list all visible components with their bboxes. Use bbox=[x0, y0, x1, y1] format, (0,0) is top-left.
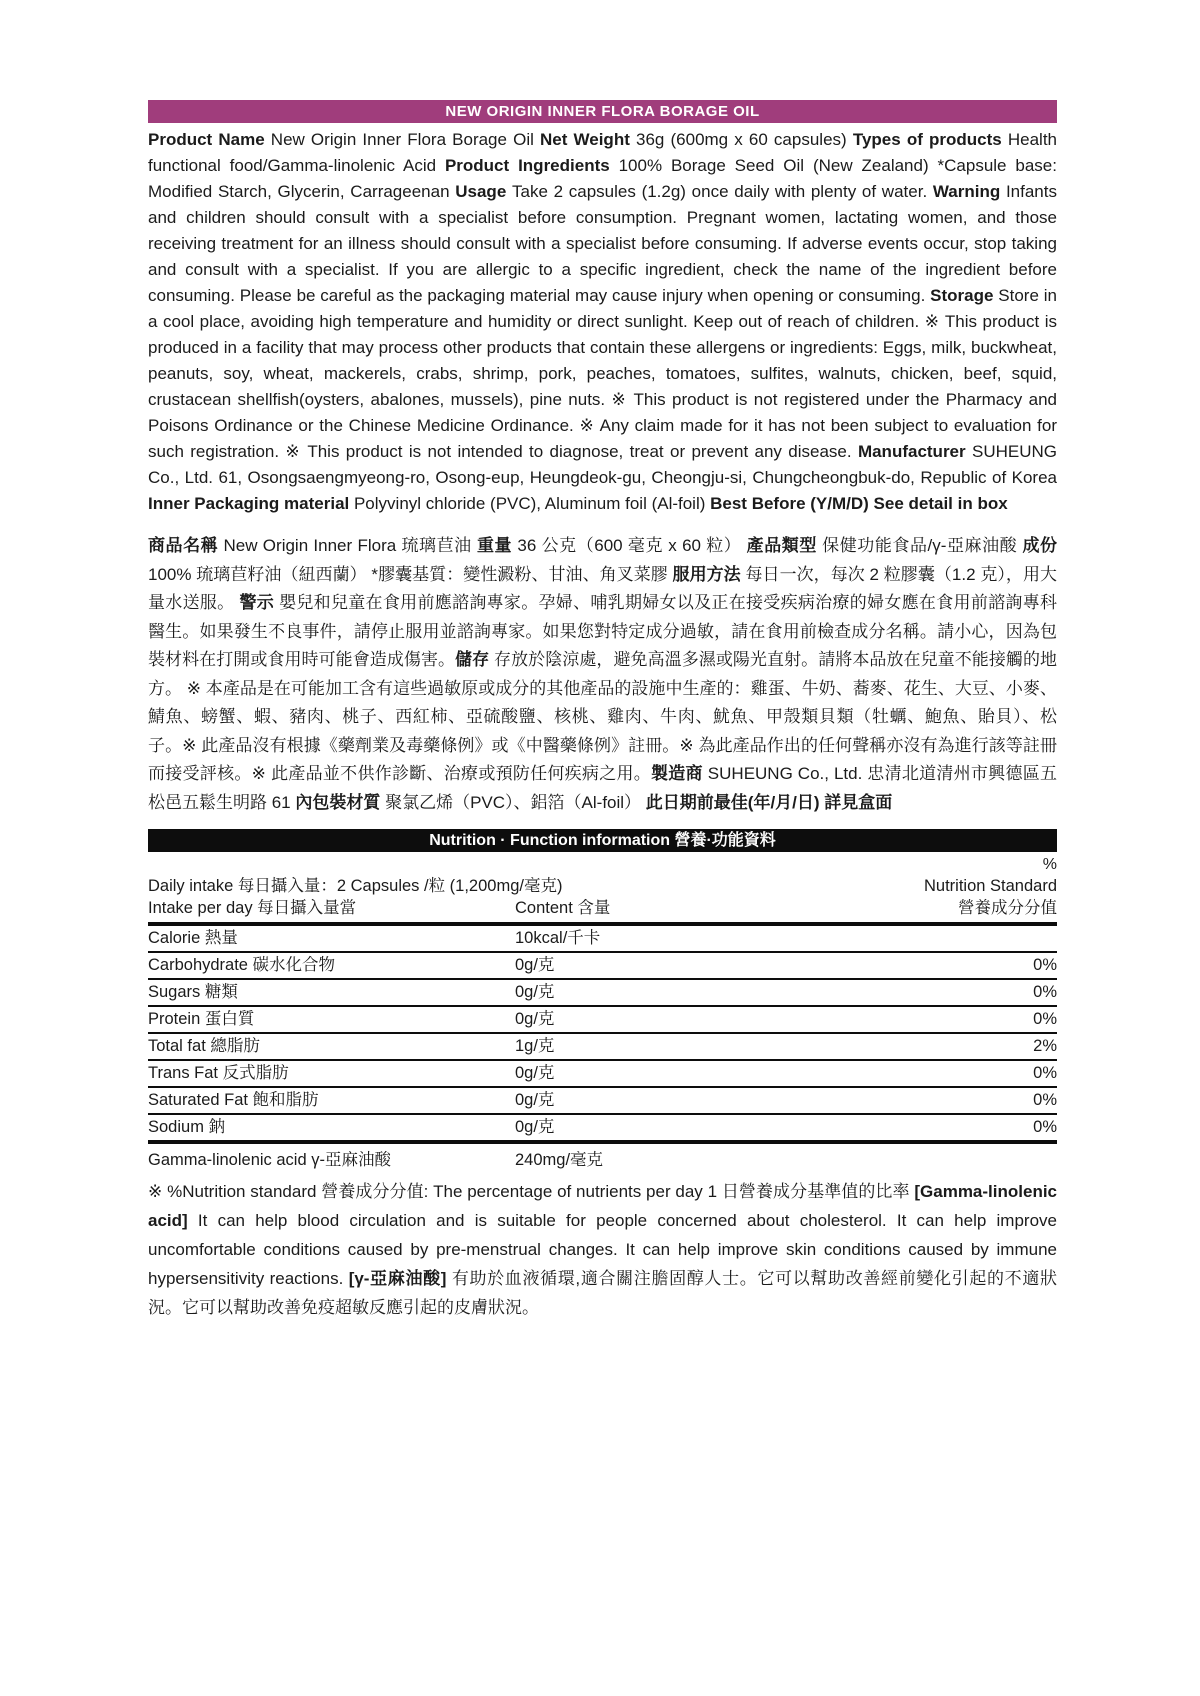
nutrient-content: 0g/克 bbox=[515, 983, 555, 1001]
nutrient-content: 1g/克 bbox=[515, 1037, 555, 1055]
nutrient-name: Total fat 總脂肪 bbox=[148, 1037, 260, 1055]
nutrient-content: 240mg/毫克 bbox=[515, 1151, 604, 1169]
label-sheet bbox=[148, 100, 1057, 1322]
nutrient-content: 0g/克 bbox=[515, 956, 555, 974]
nutrition-table-header-row2 bbox=[148, 897, 1057, 922]
daily-intake-label: Daily intake 每日攝入量：2 Capsules /粒 (1,200mg/毫克) bbox=[148, 877, 563, 895]
nutrient-name: Sodium 鈉 bbox=[148, 1118, 226, 1136]
nutrient-value: 0% bbox=[1033, 1118, 1057, 1136]
nutrition-table-header-row1 bbox=[148, 875, 1057, 897]
nutrition-row bbox=[148, 953, 1057, 980]
percent-symbol: % bbox=[1042, 856, 1057, 873]
nutrition-section-bar bbox=[148, 829, 1057, 852]
nutrition-row bbox=[148, 1061, 1057, 1088]
nutrition-standard-label: Nutrition Standard bbox=[924, 877, 1057, 895]
nutrient-value: 0% bbox=[1033, 1010, 1057, 1028]
nutrition-section-title: Nutrition · Function information 營養·功能資料 bbox=[429, 832, 776, 849]
product-title-bar bbox=[148, 100, 1057, 123]
nutrient-value: 2% bbox=[1033, 1037, 1057, 1055]
nutrient-content: 0g/克 bbox=[515, 1010, 555, 1028]
chinese-info-paragraph: 商品名稱 New Origin Inner Flora 琉璃苣油 重量 36 公克（600 毫克 x 60 粒） 產品類型 保健功能食品/γ-亞麻油酸 成份 100% 琉璃苣籽油（紐西蘭） *膠囊基質：變性澱粉、甘油、角叉菜膠 服用方法 每日一次，每次 2 粒膠囊（1.2 克），用大量水送服。 警示 嬰兒和兒童在食用前應諮詢專家。孕婦、哺乳期婦女以及正在接受疾病治療的婦女應在食用前諮詢專科醫生。如果發生不良事件，請停止服用並諮詢專家。如果您對特定成分過敏，請在食用前檢查成分名稱。請小心，因為包裝材料在打開或食用時可能會造成傷害。儲存 存放於陰涼處，避免高溫多濕或陽光直射。請將本品放在兒童不能接觸的地方。 ※ 本產品是在可能加工含有這些過敏原或成分的其他產品的設施中生產的：雞蛋、牛奶、蕎麥、花生、大豆、小麥、鯖魚、螃蟹、蝦、豬肉、桃子、西紅柿、亞硫酸鹽、核桃、雞肉、牛肉、魷魚、甲殼類貝類（牡蠣、鮑魚、貽貝）、松子。※ 此產品沒有根據《藥劑業及毒藥條例》或《中醫藥條例》註冊。※ 為此產品作出的任何聲稱亦沒有為進行該等註冊而接受評核。※ 此產品並不供作診斷、治療或預防任何疾病之用。製造商 SUHEUNG Co., Ltd. 忠清北道清州市興德區五松邑五鬆生明路 61 內包裝材質 聚氯乙烯（PVC）、鋁箔（Al-foil） 此日期前最佳(年/月/日) 詳見盒面 bbox=[148, 536, 1058, 812]
nutrient-name: Calorie 熱量 bbox=[148, 929, 238, 947]
nutrient-content: 0g/克 bbox=[515, 1091, 555, 1109]
english-info-paragraph: Product Name New Origin Inner Flora Borage Oil Net Weight 36g (600mg x 60 capsules) Types of products Health functional food/Gamma-linolenic Acid Product Ingredients 100% Borage Seed Oil (New Zealand) *Capsule base: Modified Starch, Glycerin, Carrageenan Usage Take 2 capsules (1.2g) once daily with plenty of water. Warning Infants and children should consult with a specialist before consumption. Pregnant women, lactating women, and those receiving treatment for an illness should consult with a specialist before consuming. If adverse events occur, stop taking and consult with a specialist. If you are allergic to a specific ingredient, check the name of the ingredient before consuming. Please be careful as the packaging material may cause injury when opening or consuming. Storage Store in a cool place, avoiding high temperature and humidity or direct sunlight. Keep out of reach of children. ※ This product is produced in a facility that may process other products that contain these allergens or ingredients: Eggs, milk, buckwheat, peanuts, soy, wheat, mackerels, crabs, shrimp, pork, peaches, tomatoes, sulfites, walnuts, chicken, beef, squid, crustacean shellfish(oysters, abalones, mussels), pine nuts. ※ This product is not registered under the Pharmacy and Poisons Ordinance or the Chinese Medicine Ordinance. ※ Any claim made for it has not been subject to evaluation for such registration. ※ This product is not intended to diagnose, treat or prevent any disease. Manufacturer SUHEUNG Co., Ltd. 61, Osongsaengmyeong-ro, Osong-eup, Heungdeok-gu, Cheongju-si, Chungcheongbuk-do, Republic of Korea Inner Packaging material Polyvinyl chloride (PVC), Aluminum foil (Al-foil) Best Before (Y/M/D) See detail in box bbox=[148, 130, 1057, 513]
nutrient-value: 0% bbox=[1033, 956, 1057, 974]
nutrient-content: 10kcal/千卡 bbox=[515, 929, 601, 947]
footnote-paragraph: ※ %Nutrition standard 營養成分分值: The percentage of nutrients per day 1 日營養成分基準值的比率 [Gamma-linolenic acid] It can help blood circulation and is suitable for people concerned about cholesterol. It can help improve uncomfortable conditions caused by pre-menstrual changes. It can help improve skin conditions caused by immune hypersensitivity reactions. [γ-亞麻油酸] 有助於血液循環,適合關注膽固醇人士。它可以幫助改善經前變化引起的不適狀況。它可以幫助改善免疫超敏反應引起的皮膚狀況。 bbox=[148, 1182, 1057, 1317]
nutrition-table bbox=[148, 922, 1057, 1144]
nutrient-content: 0g/克 bbox=[515, 1064, 555, 1082]
col-header-content: Content 含量 bbox=[515, 899, 611, 917]
col-header-intake: Intake per day 每日攝入量當 bbox=[148, 899, 357, 917]
nutrient-name: Sugars 糖類 bbox=[148, 983, 238, 1001]
product-title: NEW ORIGIN INNER FLORA BORAGE OIL bbox=[445, 103, 760, 120]
col-header-value: 營養成分分值 bbox=[958, 899, 1057, 917]
nutrient-value: 0% bbox=[1033, 983, 1057, 1001]
nutrition-row bbox=[148, 1115, 1057, 1144]
nutrient-value: 0% bbox=[1033, 1064, 1057, 1082]
nutrient-name: Protein 蛋白質 bbox=[148, 1010, 255, 1028]
nutrient-name: Carbohydrate 碳水化合物 bbox=[148, 956, 336, 974]
nutrition-row bbox=[148, 1034, 1057, 1061]
nutrition-row bbox=[148, 926, 1057, 953]
nutrient-content: 0g/克 bbox=[515, 1118, 555, 1136]
nutrient-value: 0% bbox=[1033, 1091, 1057, 1109]
nutrition-row bbox=[148, 980, 1057, 1007]
nutrient-name: Trans Fat 反式脂肪 bbox=[148, 1064, 289, 1082]
nutrient-name: Gamma-linolenic acid γ-亞麻油酸 bbox=[148, 1151, 391, 1169]
nutrition-row bbox=[148, 1007, 1057, 1034]
nutrient-name: Saturated Fat 飽和脂肪 bbox=[148, 1091, 319, 1109]
nutrition-row bbox=[148, 1088, 1057, 1115]
gamma-linolenic-row bbox=[148, 1144, 1057, 1171]
